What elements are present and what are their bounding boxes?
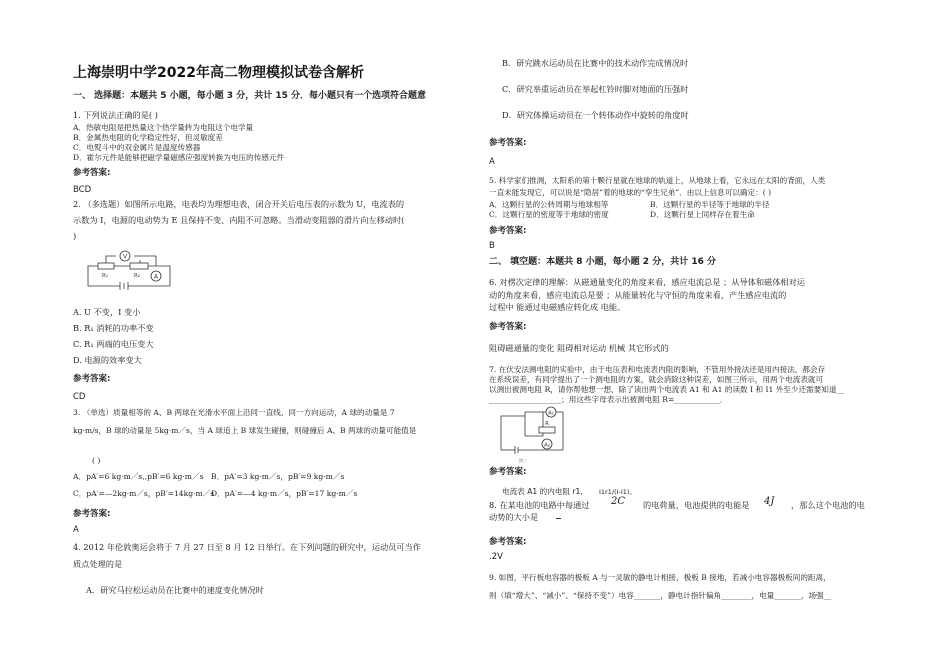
q3-line-1: 3. （单选）质量相等的 A、B 两球在光滑水平面上沿同一直线、同一方向运动，A 球的动量是 7 bbox=[73, 408, 395, 417]
q7-line-4: ___________________；用这些字母表示出被测电阻 R=____________． bbox=[489, 395, 728, 404]
q3-option-c: C．pA′=—2kg·m／s，pB′=14kg·m／s bbox=[73, 489, 215, 498]
q2-r2-label: R₂ bbox=[134, 273, 141, 279]
q3-paren: ( ) bbox=[92, 456, 101, 465]
q2-option-a: A. U 不变，I 变小 bbox=[73, 307, 141, 317]
q4-answer: A bbox=[489, 157, 495, 167]
q6-line-1: 6. 对楞次定律的理解：从磁通量变化的角度来看，感应电流总是 ；从导体和磁体相对运 bbox=[489, 277, 805, 287]
q7-line-1: 7. 在伏安法测电阻的实验中，由于电压表和电流表内阻的影响，不管用外接法还是用内接法，都会存 bbox=[489, 365, 826, 374]
q5-answer: B bbox=[489, 241, 495, 251]
q5-option-b: B．这颗行星的半径等于地球的半径 bbox=[650, 200, 770, 209]
q2-option-c: C. R₁ 两端的电压变大 bbox=[73, 339, 154, 349]
q3-answer-label: 参考答案: bbox=[73, 509, 111, 519]
q3-line-2: kg·m/s，B 球的动量是 5kg·m／s，当 A 球追上 B 球发生碰撞，则碰撞后 A、B 两球的动量可能值是 bbox=[73, 426, 417, 435]
q2-option-b: B. R₁ 消耗的功率不变 bbox=[73, 323, 154, 333]
q4-option-d: D．研究体操运动员在一个转体动作中旋转的角度时 bbox=[502, 110, 689, 120]
q7-a1-label: A₁ bbox=[548, 410, 554, 417]
q2-line-2: 示数为 I，电源的电动势为 E 且保持不变、内阻不可忽略。当滑动变阻器的滑片向左移动时( bbox=[73, 215, 405, 225]
q9-line-1: 9. 如图，平行板电容器的极板 A 与一灵敏的静电计相接，极板 B 接地，若减小电容器极板间的距离， bbox=[489, 573, 831, 582]
q5-answer-label: 参考答案: bbox=[489, 226, 527, 236]
q8-charge: 2C bbox=[611, 496, 626, 507]
q5-line-1: 5. 科学家们推测，太阳系的第十颗行星就在地球的轨道上，从地球上看，它永远在太阳的背面，人类 bbox=[489, 176, 826, 185]
q8-line-1c: ，那么这个电池的电 bbox=[791, 500, 865, 510]
q7-r-label: R bbox=[545, 421, 549, 427]
q1-answer-label: 参考答案: bbox=[73, 168, 111, 178]
q7-answer-formula: I1r1/(I-I1)。 bbox=[599, 488, 636, 496]
q9-line-2: 则（填“增大”、“减小”、“保持不变”）电容_______，静电计指针偏角________，电量_______，场强__ bbox=[489, 591, 832, 600]
q2-circuit-figure bbox=[84, 248, 174, 296]
q4-answer-label: 参考答案: bbox=[489, 138, 527, 148]
q4-option-c: C．研究举重运动员在举起杠铃时脚对地面的压强时 bbox=[502, 84, 689, 94]
q7-answer: 电流表 A1 的内电阻 r1, bbox=[502, 487, 583, 496]
q1-answer: BCD bbox=[73, 185, 92, 195]
q5-option-c: C．这颗行星的密度等于地球的密度 bbox=[489, 210, 609, 219]
q1-option-b: B．金属热电阻的化学稳定性好，但灵敏度差 bbox=[73, 133, 223, 142]
q4-line-2: 质点处理的是 bbox=[73, 559, 123, 569]
q4-option-b: B．研究跳水运动员在比赛中的技术动作完成情况时 bbox=[502, 58, 689, 68]
section-heading-fill: 二、 填空题：本题共 8 小题，每小题 2 分，共计 16 分 bbox=[489, 257, 716, 267]
q5-option-a: A．这颗行星的公转周期与地球相等 bbox=[489, 200, 609, 209]
q8-line-1b: 的电荷量，电池提供的电能是 bbox=[643, 500, 750, 510]
q8-answer: .2V bbox=[489, 552, 503, 562]
q6-line-2: 动的角度来看，感应电流总是要 ；从能量转化与守恒的角度来看，产生感应电流的 bbox=[489, 290, 787, 300]
q7-figure-caption: 图三 bbox=[519, 458, 527, 463]
q8-line-2: 动势的大小是 bbox=[489, 512, 539, 522]
q2-answer: CD bbox=[73, 392, 86, 402]
section-heading-choice: 一、 选择题：本题共 5 小题，每小题 3 分，共计 15 分．每小题只有一个选项符合题意 bbox=[73, 91, 426, 101]
q7-answer-label: 参考答案: bbox=[489, 467, 527, 477]
q5-line-2: 一直未能发现它，可以说是“隐居”着的地球的“孪生兄弟”．由以上信息可以确定：( ) bbox=[489, 188, 772, 197]
q1-option-d: D．霍尔元件是能够把磁学量磁感应强度转换为电压的传感元件 bbox=[73, 153, 285, 162]
q3-option-b: B．pA′=3 kg·m／s，pB′=9 kg·m／s bbox=[211, 472, 345, 481]
q8-energy: 4J bbox=[764, 496, 775, 507]
q8-line-1a: 8. 在某电池的电路中每通过 bbox=[489, 500, 590, 510]
q6-line-3: 过程中 能通过电磁感应转化成 电能。 bbox=[489, 302, 626, 312]
q2-answer-label: 参考答案: bbox=[73, 374, 111, 384]
q8-blank bbox=[556, 518, 561, 519]
q3-option-a: A．pA′=6 kg·m／s,,pB′=6 kg·m／s bbox=[73, 472, 204, 481]
page-title: 上海崇明中学2022年高二物理模拟试卷含解析 bbox=[73, 65, 364, 81]
q1-option-c: C．电熨斗中的双金属片是温度传感器 bbox=[73, 143, 201, 152]
q4-option-a: A．研究马拉松运动员在比赛中的速度变化情况时 bbox=[86, 585, 264, 595]
q6-answer: 阻碍磁通量的变化 阻碍相对运动 机械 其它形式的 bbox=[489, 343, 669, 353]
q1-option-a: A．热敏电阻是把热量这个热学量转为电阻这个电学量 bbox=[73, 123, 254, 132]
q7-circuit-figure bbox=[495, 404, 579, 464]
q2-voltmeter-label: V bbox=[122, 253, 128, 261]
q3-option-d: D．pA′=—4 kg·m／s，pB′=17 kg·m／s bbox=[211, 489, 358, 498]
q4-line-1: 4. 2012 年伦敦奥运会将于 7 月 27 日至 8 月 12 日举行。在下列问题的研究中，运动员可当作 bbox=[73, 542, 421, 552]
q1-stem: 1. 下列说法正确的是( ) bbox=[73, 110, 158, 120]
q8-answer-label: 参考答案: bbox=[489, 537, 527, 547]
q2-line-1: 2. （多选题）如图所示电路，电表均为理想电表，闭合开关后电压表的示数为 U，电流表的 bbox=[73, 199, 405, 209]
q7-a2-label: A₂ bbox=[544, 442, 550, 449]
q2-r1-label: R₁ bbox=[102, 273, 109, 279]
q2-ammeter-label: A bbox=[153, 273, 159, 281]
q7-line-3: 以测出被测电阻 R，请你帮他想一想，除了读出两个电流表 A1 和 A1 的读数 I 和 I1 外至少还需要知道__ bbox=[489, 385, 845, 394]
q7-line-2: 在系统误差，有同学提出了一个测电阻的方案，就会消除这种误差，如图三所示，用两个电流表就可 bbox=[489, 375, 824, 384]
q2-option-d: D. 电源的效率变大 bbox=[73, 355, 142, 365]
q3-answer: A bbox=[73, 525, 79, 535]
q2-line-3: ) bbox=[73, 231, 77, 241]
q5-option-d: D．这颗行星上同样存在着生命 bbox=[650, 210, 755, 219]
q6-answer-label: 参考答案: bbox=[489, 322, 527, 332]
